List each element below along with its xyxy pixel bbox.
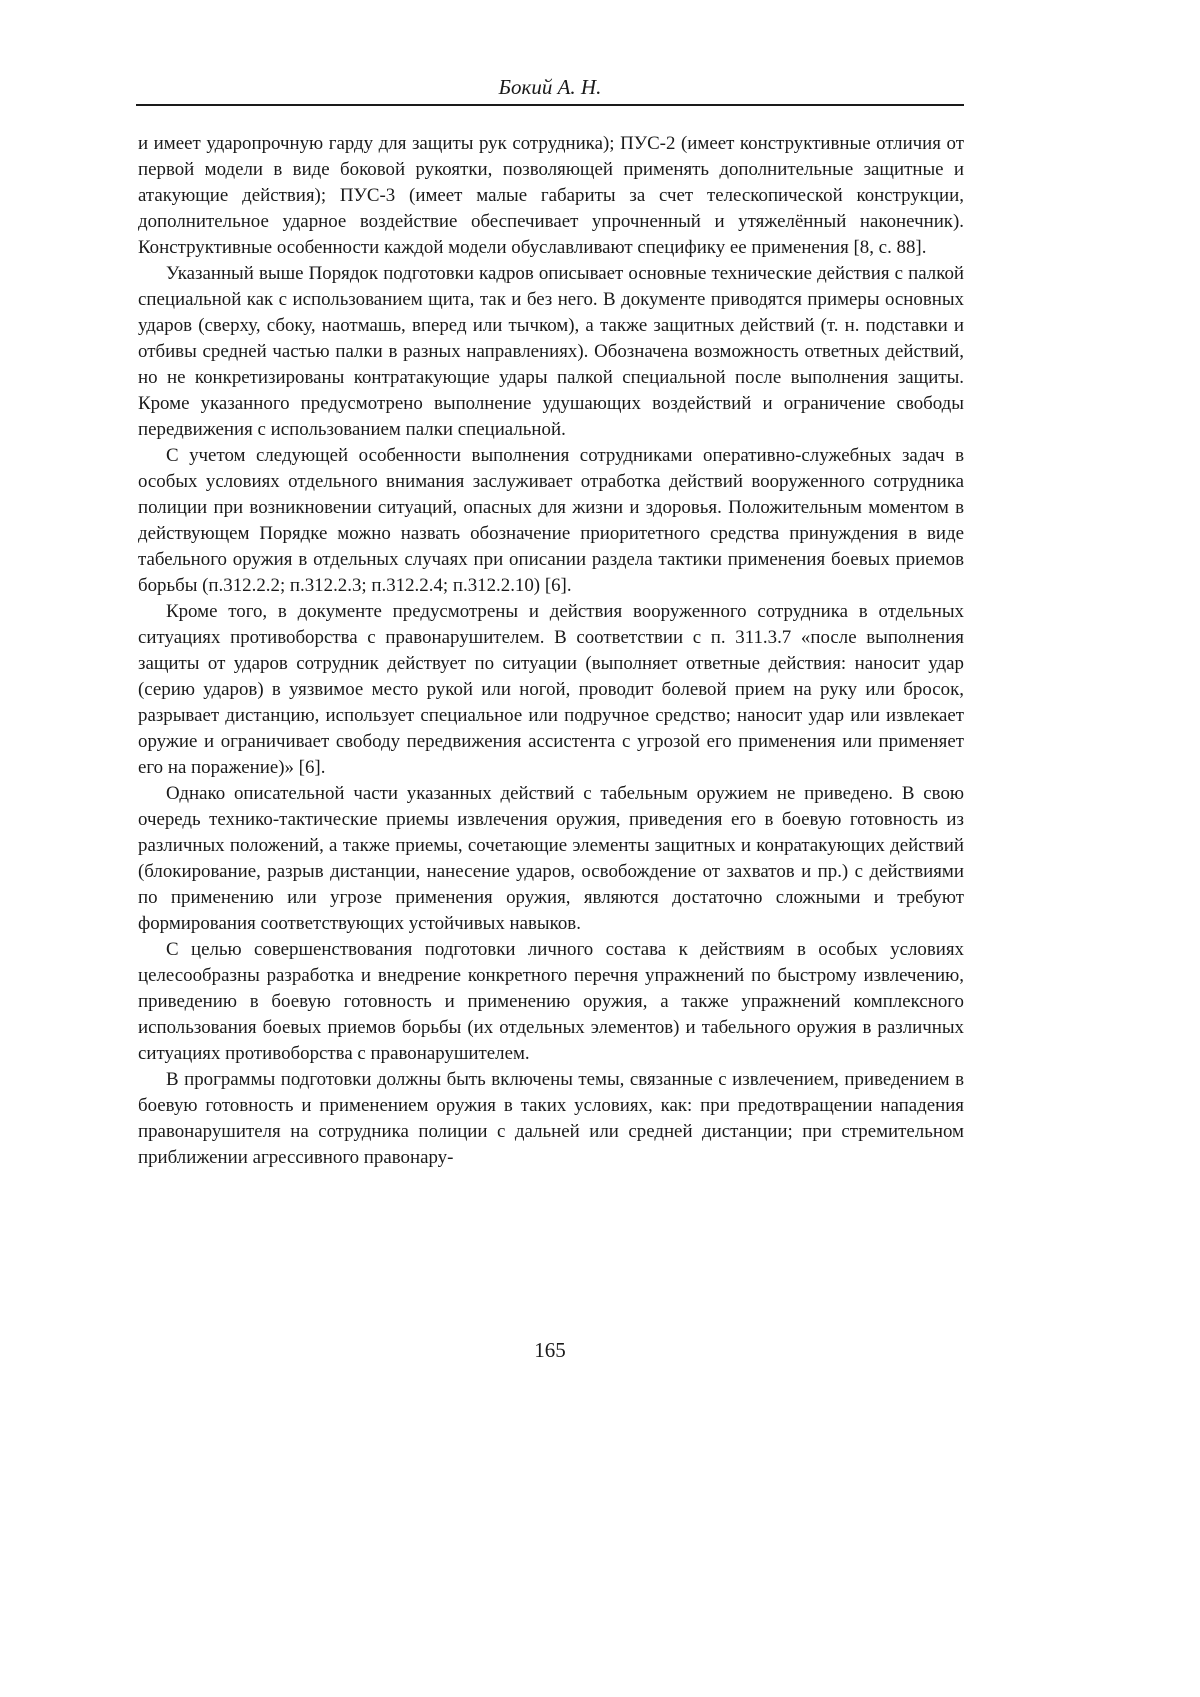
paragraph: и имеет ударопрочную гарду для защиты рук сотрудника); ПУС-2 (имеет конструктивные отличия от первой модели в виде боковой рукоятки, позволяющей применять дополнительные защитные и атакующие действия); ПУС-3 (имеет малые габариты за счет телескопической конструкции, дополнительное ударное воздействие обеспечивает упрочненный и утяжелённый наконечник). Конструктивные особенности каждой модели обуславливают специфику ее применения [8, с. 88].	[138, 131, 964, 261]
paragraph: В программы подготовки должны быть включены темы, связанные с извлечением, приведением в боевую готовность и применением оружия в таких условиях, как: при предотвращении нападения правонарушителя на сотрудника полиции с дальней или средней дистанции; при стремительном приближении агрессивного правонару-	[138, 1067, 964, 1171]
document-page	[0, 0, 1200, 1697]
paragraph: Кроме того, в документе предусмотрены и действия вооруженного сотрудника в отдельных ситуациях противоборства с правонарушителем. В соответствии с п. 311.3.7 «после выполнения защиты от ударов сотрудник действует по ситуации (выполняет ответные действия: наносит удар (серию ударов) в уязвимое место рукой или ногой, проводит болевой прием на руку или бросок, разрывает дистанцию, использует специальное или подручное средство; наносит удар или извлекает оружие и ограничивает свободу передвижения ассистента с угрозой его применения или применяет его на поражение)» [6].	[138, 599, 964, 781]
header-rule	[136, 104, 964, 106]
paragraph: С целью совершенствования подготовки личного состава к действиям в особых условиях целесообразны разработка и внедрение конкретного перечня упражнений по быстрому извлечению, приведению в боевую готовность и применению оружия, а также упражнений комплексного использования боевых приемов борьбы (их отдельных элементов) и табельного оружия в различных ситуациях противоборства с правонарушителем.	[138, 937, 964, 1067]
paragraph: Указанный выше Порядок подготовки кадров описывает основные технические действия с палкой специальной как с использованием щита, так и без него. В документе приводятся примеры основных ударов (сверху, сбоку, наотмашь, вперед или тычком), а также защитных действий (т. н. подставки и отбивы средней частью палки в разных направлениях). Обозначена возможность ответных действий, но не конкретизированы контратакующие удары палкой специальной после выполнения защиты. Кроме указанного предусмотрено выполнение удушающих воздействий и ограничение свободы передвижения с использованием палки специальной.	[138, 261, 964, 443]
body-text	[138, 131, 964, 1171]
running-head-author: Бокий А. Н.	[136, 74, 964, 100]
paragraph: Однако описательной части указанных действий с табельным оружием не приведено. В свою очередь технико-тактические приемы извлечения оружия, приведения его в боевую готовность из различных положений, а также приемы, сочетающие элементы защитных и конратакующих действий (блокирование, разрыв дистанции, нанесение ударов, освобождение от захватов и пр.) с действиями по применению или угрозе применения оружия, являются достаточно сложными и требуют формирования соответствующих устойчивых навыков.	[138, 781, 964, 937]
page-number: 165	[136, 1337, 964, 1363]
paragraph: С учетом следующей особенности выполнения сотрудниками оперативно-служебных задач в особых условиях отдельного внимания заслуживает отработка действий вооруженного сотрудника полиции при возникновении ситуаций, опасных для жизни и здоровья. Положительным моментом в действующем Порядке можно назвать обозначение приоритетного средства принуждения в виде табельного оружия в отдельных случаях при описании раздела тактики применения боевых приемов борьбы (п.312.2.2; п.312.2.3; п.312.2.4; п.312.2.10) [6].	[138, 443, 964, 599]
